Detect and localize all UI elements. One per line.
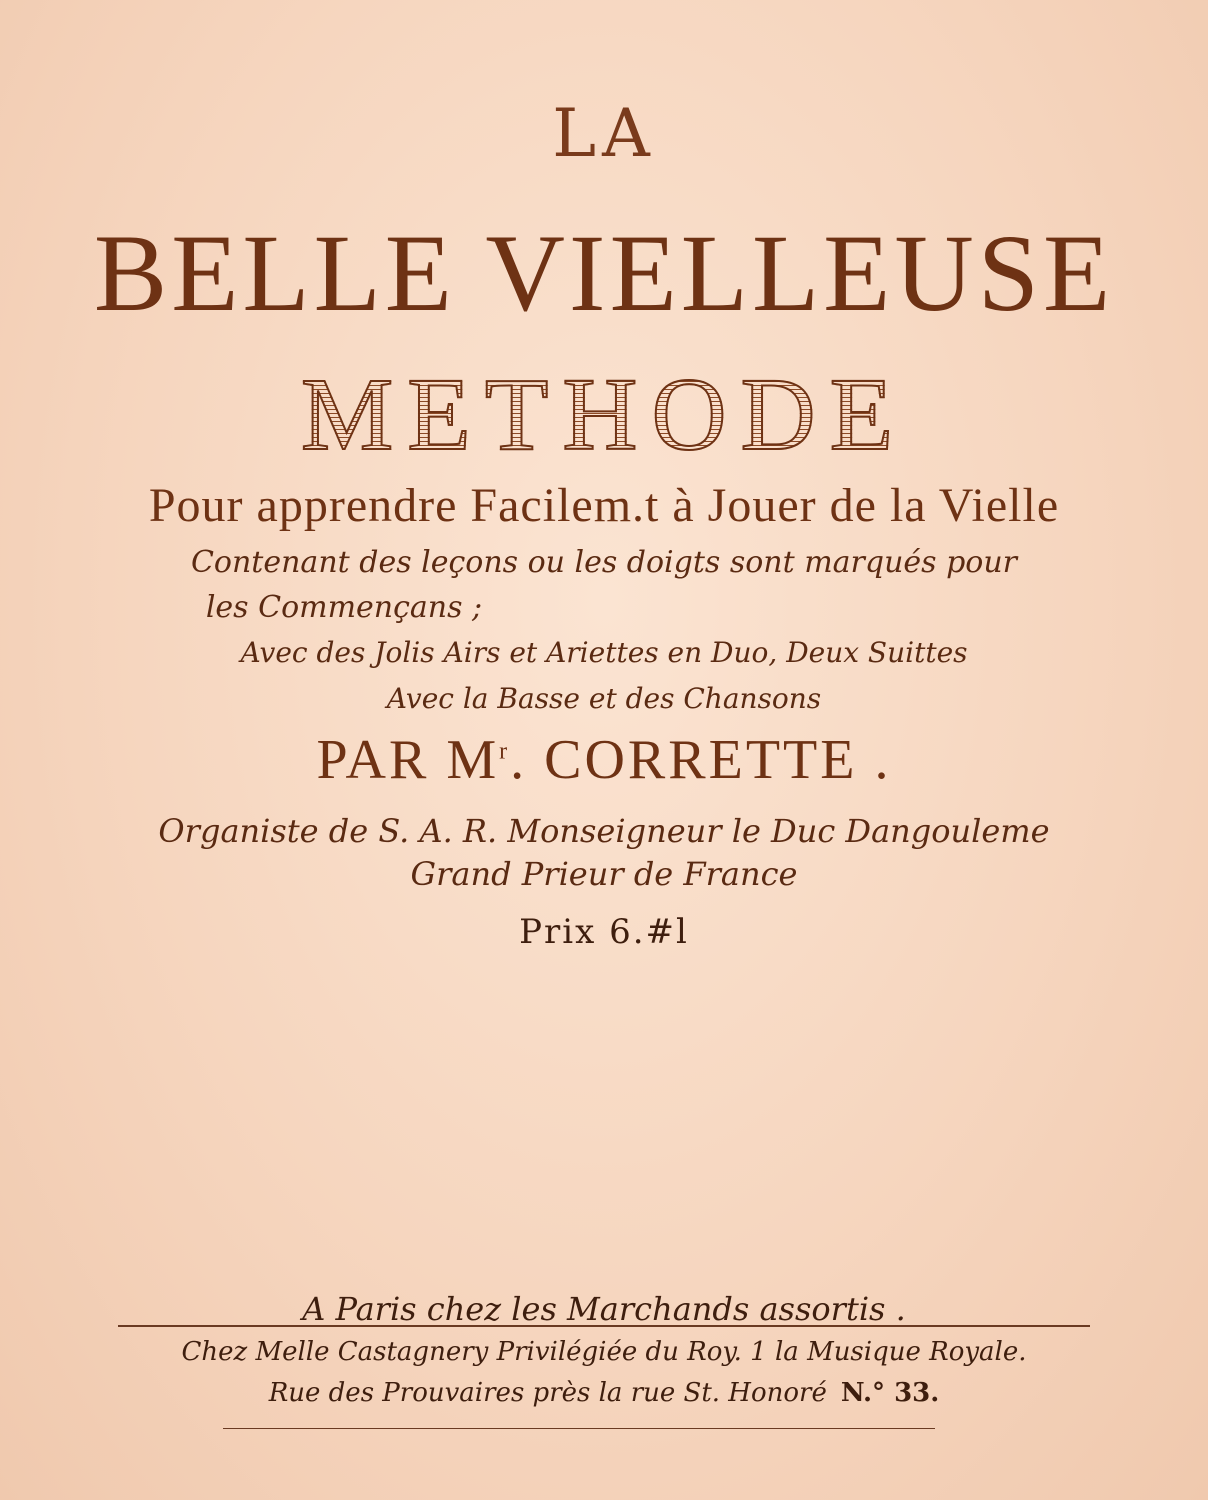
- imprint-line-1: A Paris chez les Marchands assortis .: [302, 1290, 906, 1328]
- imprint-street: Rue des Prouvaires près la rue St. Honoré: [268, 1378, 827, 1408]
- title-line-methode: METHODE: [0, 355, 1208, 474]
- organist-line-2: Grand Prieur de France: [410, 855, 798, 893]
- title-line-belle-vielleuse: BELLE VIELLEUSE: [93, 212, 1115, 334]
- author-prefix-sup: r: [499, 738, 511, 765]
- organist-line-1: Organiste de S. A. R. Monseigneur le Duc Dangouleme: [158, 812, 1050, 850]
- imprint-line-3: [0, 1378, 1208, 1408]
- description-line-4: Avec la Basse et des Chansons: [386, 682, 822, 715]
- imprint-number: N.° 33.: [840, 1378, 940, 1408]
- author-prefix: PAR M: [316, 729, 500, 791]
- author-line: [0, 728, 1208, 792]
- divider-rule-top: [118, 1325, 1090, 1327]
- subtitle: Pour apprendre Facilem.t à Jouer de la Vielle: [148, 479, 1060, 532]
- price: Prix 6.#l: [519, 912, 689, 952]
- description-line-2: les Commençans ;: [205, 590, 483, 625]
- title-line-la: LA: [552, 95, 656, 172]
- divider-rule-bottom: [223, 1428, 935, 1429]
- author-name: . CORRETTE .: [510, 729, 892, 791]
- description-line-1: Contenant des leçons ou les doigts sont marqués pour: [190, 545, 1018, 580]
- description-line-3: Avec des Jolis Airs et Ariettes en Duo, Deux Suittes: [240, 636, 968, 669]
- imprint-line-2: Chez Melle Castagnery Privilégiée du Roy. 1 la Musique Royale.: [181, 1337, 1027, 1367]
